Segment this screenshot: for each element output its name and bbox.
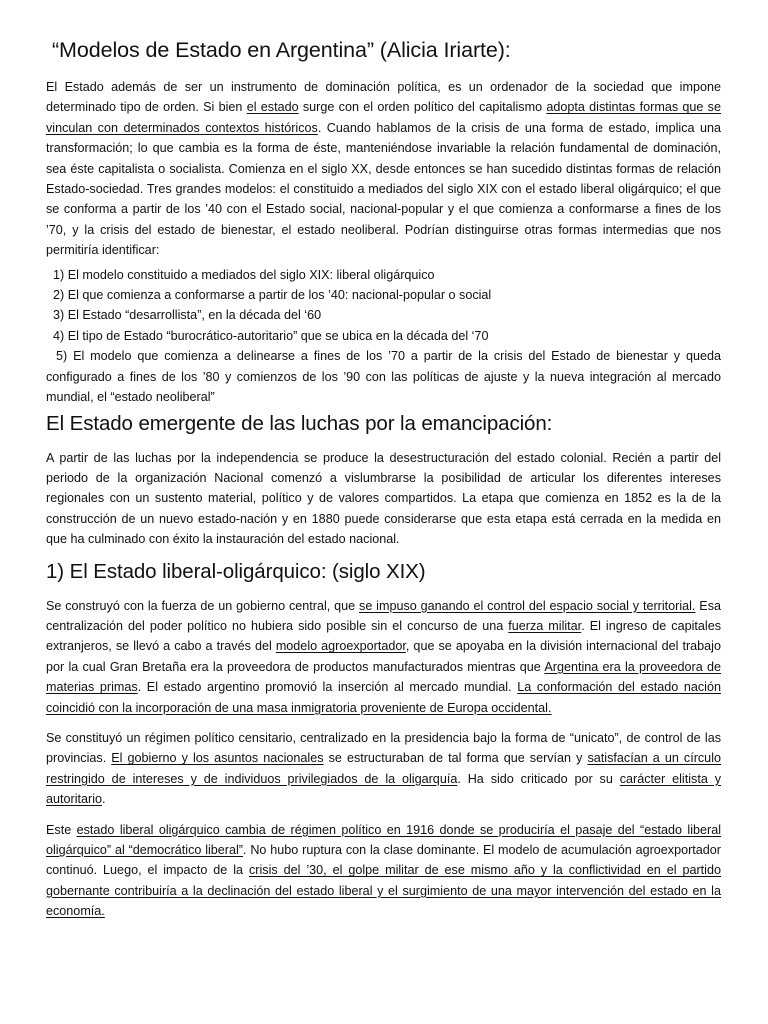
emancipacion-paragraph: A partir de las luchas por la independencia se produce la desestructuración del estado colonial. Recién a partir del periodo de la organización Nacional comenzó a vislumbrarse la posibilidad de articular los diferentes intereses regionales con un sustento material, político y de valores compartidos. La etapa que comienza en 1852 es la de la construcción de un nuevo estado-nación y en 1880 puede considerarse que esta etapa está cerrada en la medida en que ha culminado con éxito la instauración del estado nacional. [46, 450, 721, 547]
p1-text-4: , que se apoyaba en la división internacional del trabajo por la cual Gran Bretaña era la proveedora de productos manufacturados mientras que [46, 639, 721, 674]
intro-underline-2: adopta distintas formas que se vinculan con determinados contextos históricos [46, 100, 721, 135]
p3-text-1: Este [46, 822, 77, 837]
p2-underline-3: carácter elitista y autoritario [46, 771, 722, 807]
list-item: 3) El Estado “desarrollista”, en la década del ‘60 [53, 308, 322, 323]
document-title: “Modelos de Estado en Argentina” (Alicia Iriarte): [52, 38, 511, 62]
section-heading-liberal-oligarquico: 1) El Estado liberal-oligárquico: (siglo XIX) [46, 559, 426, 583]
list-item: 2) El que comienza a conformarse a partir de los ’40: nacional-popular o social [53, 288, 492, 303]
p1-underline-4: Argentina era la proveedora de materias primas [46, 659, 721, 695]
p1-text-1: Se construyó con la fuerza de un gobierno central, que [46, 598, 360, 613]
section-heading-emancipacion: El Estado emergente de las luchas por la emancipación: [46, 411, 553, 435]
intro-underline-1: el estado [246, 100, 299, 115]
p1-text-2: Esa centralización del poder político no hubiera sido posible sin el concurso de una [46, 598, 721, 633]
p3-underline-2: crisis del ’30, el golpe militar de ese mismo año y la conflictividad en el partido gobernante contribuiría a la declinación del estado liberal y el surgimiento de una mayor intervención del estado en la economía. [46, 863, 721, 919]
p2-underline-2: satisfacían a un círculo restringido de intereses y de individuos privilegiados de la oligarquía [46, 751, 721, 786]
liberal-paragraph-3 [46, 820, 721, 922]
intro-text-1: El Estado además de ser un instrumento de dominación política, es un ordenador de la sociedad que impone determinado tipo de orden. Si bien [46, 80, 721, 115]
p1-underline-1: se impuso ganando el control del espacio social y territorial. [359, 598, 696, 613]
p2-underline-1: El gobierno y los asuntos nacionales [111, 751, 324, 766]
liberal-paragraph-1 [46, 596, 721, 718]
p2-text-2: se estructuraban de tal forma que servían y [323, 751, 588, 766]
p2-text-1: Se constituyó un régimen político censitario, centralizado en la presidencia bajo la forma de “unicato”, de control de las provincias. [46, 730, 721, 766]
liberal-paragraph-2 [46, 728, 721, 810]
p1-underline-3: modelo agroexportador [275, 639, 406, 654]
p3-text-2: . No hubo ruptura con la clase dominante. El modelo de acumulación agroexportador continuó. Luego, el impacto de la [46, 843, 722, 878]
list-item: 4) El tipo de Estado “burocrático-autoritario” que se ubica en la década del ‘70 [53, 328, 489, 343]
p1-underline-2: fuerza militar [508, 618, 582, 633]
models-list [46, 265, 721, 408]
p3-underline-1: estado liberal oligárquico cambia de régimen político en 1916 donde se produciría el pasaje del “estado liberal oligárquico” al “democrático liberal” [46, 822, 722, 857]
p1-underline-5: La conformación del estado nación coincidió con la incorporación de una masa inmigratoria proveniente de Europa occidental. [46, 680, 721, 715]
p2-text-3: . Ha sido criticado por su [457, 771, 620, 786]
document-page [46, 38, 721, 932]
intro-text-2: surge con el orden político del capitalismo [298, 100, 547, 115]
p1-text-3: . El ingreso de capitales extranjeros, se llevó a cabo a través del [46, 618, 721, 654]
list-item: 5) El modelo que comienza a delinearse a fines de los ’70 a partir de la crisis del Estado de bienestar y queda configurado a fines de los ’80 y comienzos de los ’90 con las políticas de ajuste y la nueva integración al mercado mundial, el “estado neoliberal” [46, 349, 721, 405]
list-item: 1) El modelo constituido a mediados del siglo XIX: liberal oligárquico [53, 267, 435, 282]
intro-paragraph [46, 77, 721, 261]
p1-text-5: . El estado argentino promovió la inserción al mercado mundial. [137, 680, 518, 695]
p2-text-4: . [102, 792, 106, 807]
intro-text-3: . Cuando hablamos de la crisis de una forma de estado, implica una transformación; lo que cambia es la forma de éste, manteniéndose invariable la relación fundamental de dominación, sea éste capitalista o socialista. Comienza en el siglo XX, desde entonces se han sucedido distintas formas de relación Estado-sociedad. Tres grandes modelos: el constituido a mediados del siglo XIX con el estado liberal oligárquico; el que se conforma a partir de los ’40 con el Estado social, nacional-popular y el que comienza a conformarse a fines de los ’70, y la crisis del estado de bienestar, el estado neoliberal. Podrían distinguirse otras formas intermedias que nos permitiría identificar: [46, 120, 721, 258]
